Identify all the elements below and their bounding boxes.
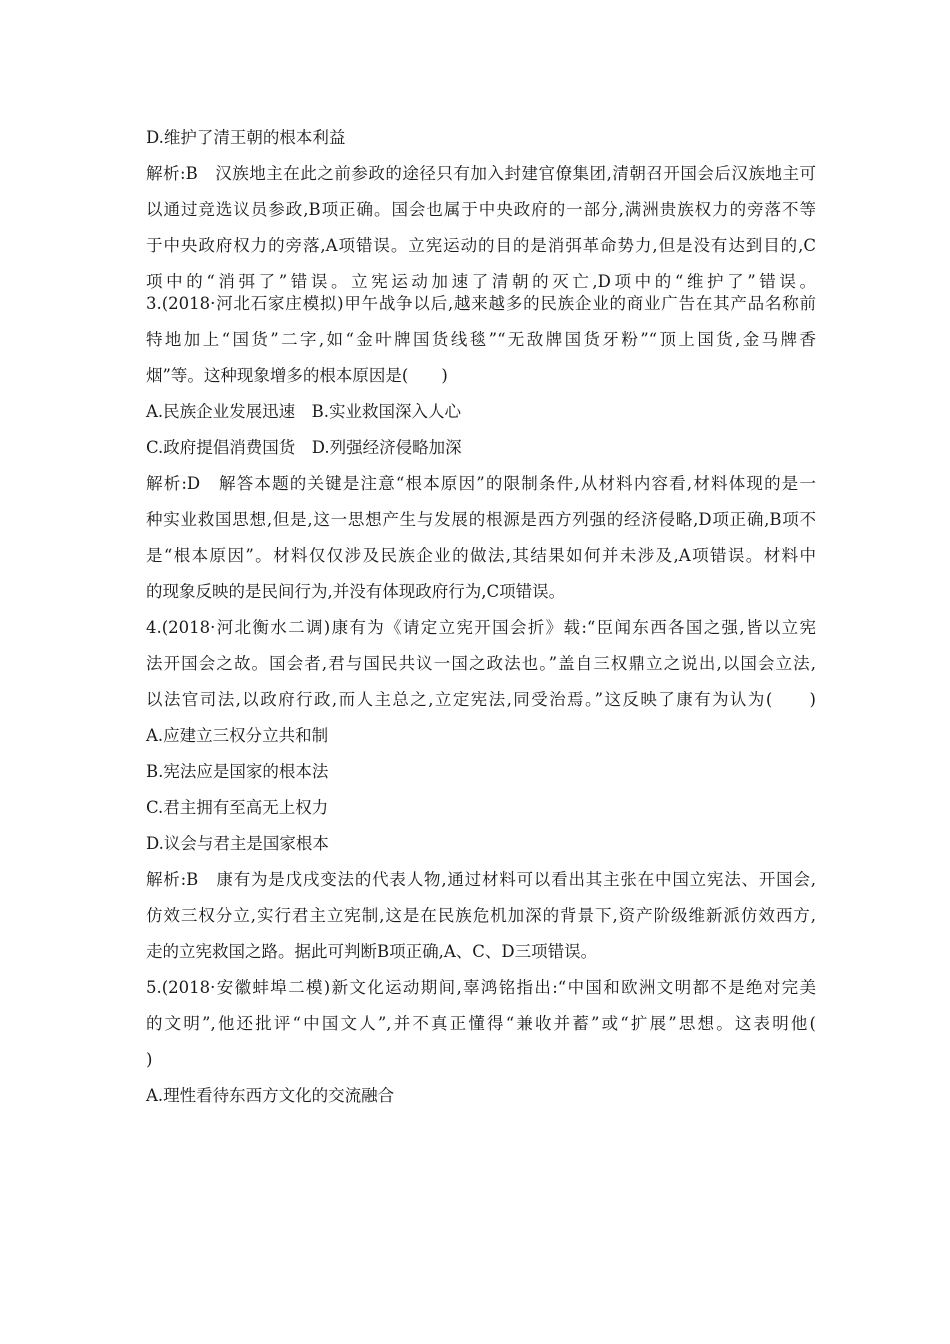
option-a-q5: A.理性看待东西方文化的交流融合 bbox=[146, 1086, 395, 1105]
option-b-q4: B.宪法应是国家的根本法 bbox=[146, 762, 329, 781]
question-4-line-1: 4.(2018·河北衡水二调)康有为《请定立宪开国会折》载:“臣闻东西各国之强,皆以立宪 bbox=[146, 618, 816, 637]
question-3-line-2: 特地加上“国货”二字,如“金叶牌国货线毯”“无敌牌国货牙粉”“顶上国货,金马牌香 bbox=[146, 330, 816, 349]
options-q3-ab: A.民族企业发展迅速 B.实业救国深入人心 bbox=[146, 402, 462, 421]
analysis-q2-line-3: 于中央政府权力的旁落,A项错误。立宪运动的目的是消弭革命势力,但是没有达到目的,C bbox=[146, 236, 816, 255]
analysis-q3-line-3: 是“根本原因”。材料仅仅涉及民族企业的做法,其结果如何并未涉及,A项错误。材料中 bbox=[146, 546, 816, 565]
question-3-line-3: 烟”等。这种现象增多的根本原因是( ) bbox=[146, 366, 448, 385]
question-5-line-2: 的文明”,他还批评“中国文人”,并不真正懂得“兼收并蓄”或“扩展”思想。这表明他( bbox=[146, 1014, 816, 1033]
analysis-q2-line-4: 项中的“消弭了”错误。立宪运动加速了清朝的灭亡,D项中的“维护了”错误。 bbox=[146, 272, 816, 291]
question-4-line-3: 以法官司法,以政府行政,而人主总之,立定宪法,同受治焉。”这反映了康有为认为( ) bbox=[146, 690, 816, 709]
option-d-q2: D.维护了清王朝的根本利益 bbox=[146, 128, 346, 147]
options-q3-cd: C.政府提倡消费国货 D.列强经济侵略加深 bbox=[146, 438, 462, 457]
option-a-q4: A.应建立三权分立共和制 bbox=[146, 726, 329, 745]
analysis-q4-line-2: 仿效三权分立,实行君主立宪制,这是在民族危机加深的背景下,资产阶级维新派仿效西方, bbox=[146, 906, 816, 925]
question-3-line-1: 3.(2018·河北石家庄模拟)甲午战争以后,越来越多的民族企业的商业广告在其产品名称前 bbox=[146, 294, 816, 313]
analysis-q2-line-2: 以通过竞选议员参政,B项正确。国会也属于中央政府的一部分,满洲贵族权力的旁落不等 bbox=[146, 200, 816, 219]
analysis-q3-line-4: 的现象反映的是民间行为,并没有体现政府行为,C项错误。 bbox=[146, 582, 566, 601]
question-4-line-2: 法开国会之故。国会者,君与国民共议一国之政法也。”盖自三权鼎立之说出,以国会立法, bbox=[146, 654, 816, 673]
analysis-q4-line-3: 走的立宪救国之路。据此可判断B项正确,A、C、D三项错误。 bbox=[146, 942, 598, 961]
option-d-q4: D.议会与君主是国家根本 bbox=[146, 834, 329, 853]
option-c-q4: C.君主拥有至高无上权力 bbox=[146, 798, 329, 817]
analysis-q2-line-1: 解析:B 汉族地主在此之前参政的途径只有加入封建官僚集团,清朝召开国会后汉族地主可 bbox=[146, 164, 816, 183]
analysis-q3-line-2: 种实业救国思想,但是,这一思想产生与发展的根源是西方列强的经济侵略,D项正确,B项不 bbox=[146, 510, 816, 529]
analysis-q4-line-1: 解析:B 康有为是戊戌变法的代表人物,通过材料可以看出其主张在中国立宪法、开国会, bbox=[146, 870, 816, 889]
analysis-q3-line-1: 解析:D 解答本题的关键是注意“根本原因”的限制条件,从材料内容看,材料体现的是一 bbox=[146, 474, 816, 493]
question-5-line-1: 5.(2018·安徽蚌埠二模)新文化运动期间,辜鸿铭指出:“中国和欧洲文明都不是绝对完美 bbox=[146, 978, 816, 997]
question-5-line-3: ) bbox=[146, 1050, 153, 1069]
